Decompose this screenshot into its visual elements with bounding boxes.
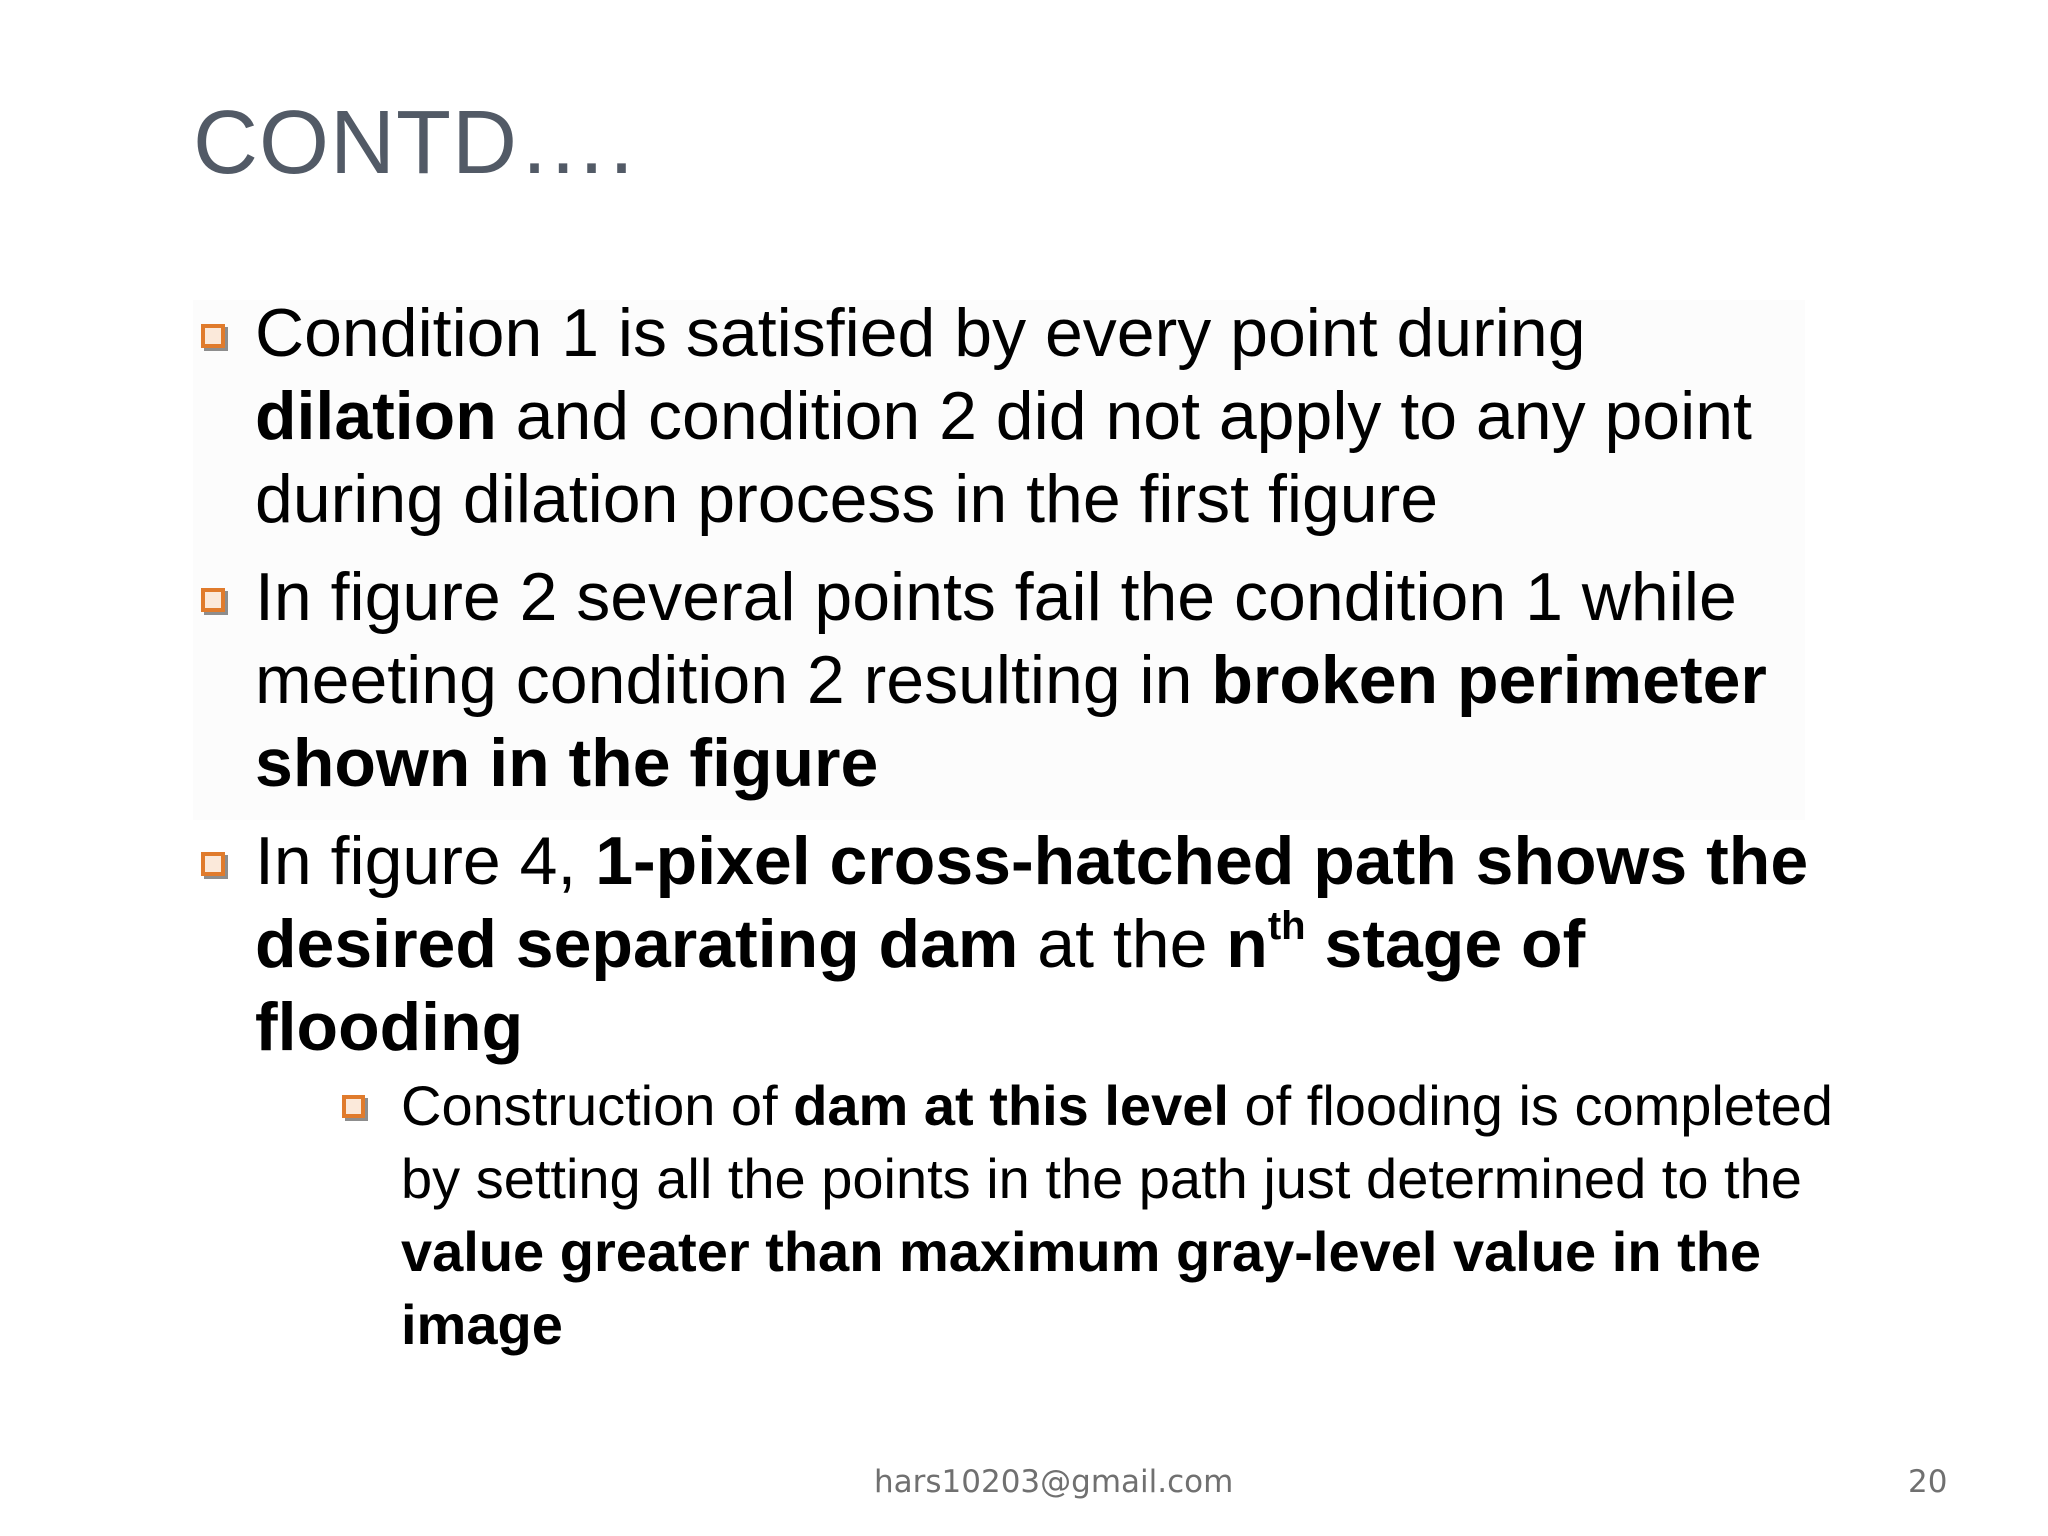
bullet-list	[193, 292, 1833, 1376]
sub-bullet-text-segment-bold: value greater than maximum gray-level value in the image	[401, 1220, 1762, 1356]
superscript-text: th	[1267, 904, 1306, 948]
bullet-text-segment: Condition 1 is satisfied by every point during	[255, 295, 1586, 371]
sub-bullet-text-segment: Construction of	[401, 1074, 794, 1137]
sub-bullet-text-segment-bold: dam at this level	[793, 1074, 1229, 1137]
square-bullet-icon	[201, 588, 225, 612]
bullet-text-segment: In figure 2 several points fail the condition 1 while meeting condition 2 resulting in	[255, 559, 1737, 718]
bullet-item	[193, 292, 1833, 541]
footer-email: hars10203@gmail.com	[874, 1464, 1234, 1500]
bullet-text-segment: at the	[1018, 906, 1227, 982]
sub-bullet-item	[338, 1069, 1833, 1361]
bullet-text-segment-bold: stage of flooding	[255, 906, 1586, 1065]
bullet-text-segment-bold: n	[1226, 906, 1268, 982]
bullet-text-segment-bold: dilation	[255, 378, 497, 454]
square-bullet-icon	[201, 324, 225, 348]
bullet-item	[193, 556, 1833, 805]
bullet-text-segment-bold: 1-pixel cross-hatched path shows the desired separating dam	[255, 823, 1809, 982]
slide-title: CONTD….	[193, 93, 635, 193]
bullet-text-segment: and condition 2 did not apply to any point during dilation process in the first figure	[255, 378, 1752, 537]
bullet-text-segment: In figure 4,	[255, 823, 596, 899]
square-bullet-icon	[201, 852, 225, 876]
bullet-text-segment-bold: broken perimeter shown in the figure	[255, 642, 1767, 801]
page-number: 20	[1908, 1464, 1948, 1500]
sub-bullet-text-segment: of flooding is completed by setting all the points in the path just determined to the	[401, 1074, 1833, 1210]
square-bullet-icon	[342, 1095, 365, 1118]
bullet-item	[193, 820, 1833, 1361]
